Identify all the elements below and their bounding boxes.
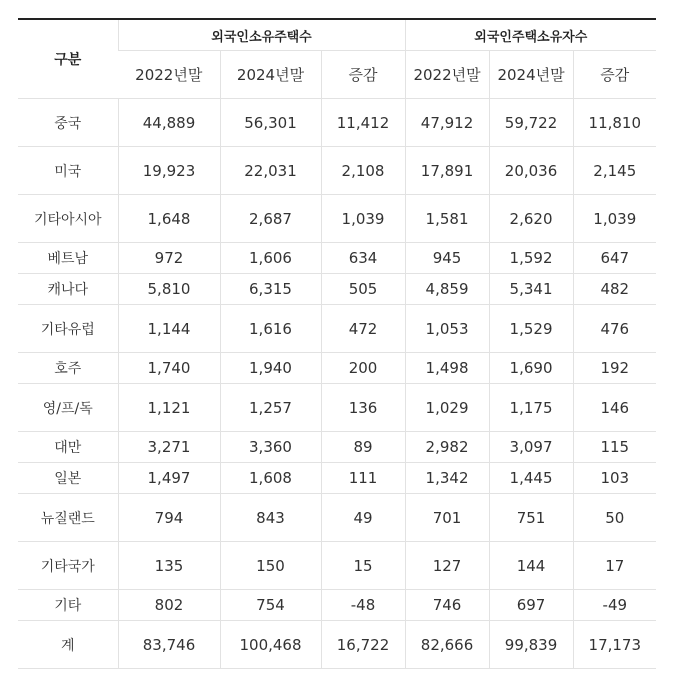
cell-houses-2022: 794 <box>118 494 220 542</box>
cell-houses-2022: 802 <box>118 590 220 621</box>
cell-owners-2024: 1,175 <box>489 384 573 432</box>
row-label: 미국 <box>18 147 118 195</box>
cell-houses-2022: 19,923 <box>118 147 220 195</box>
table-header <box>18 19 656 99</box>
row-label: 베트남 <box>18 243 118 274</box>
cell-owners-change: 115 <box>573 432 656 463</box>
table-row <box>18 542 656 590</box>
cell-houses-change: 200 <box>321 353 405 384</box>
table-row <box>18 147 656 195</box>
group-header-owners: 외국인주택소유자수 <box>405 19 656 51</box>
cell-owners-2022: 1,342 <box>405 463 489 494</box>
cell-houses-2024: 1,257 <box>220 384 321 432</box>
cell-owners-2022: 4,859 <box>405 274 489 305</box>
row-label: 호주 <box>18 353 118 384</box>
cell-houses-2022: 3,271 <box>118 432 220 463</box>
cell-owners-2022: 1,029 <box>405 384 489 432</box>
cell-owners-2022: 1,498 <box>405 353 489 384</box>
cell-houses-change: 472 <box>321 305 405 353</box>
row-label: 캐나다 <box>18 274 118 305</box>
cell-houses-2022: 1,648 <box>118 195 220 243</box>
foreign-housing-table <box>18 18 656 669</box>
cell-owners-2024: 20,036 <box>489 147 573 195</box>
cell-houses-2022: 5,810 <box>118 274 220 305</box>
table-row <box>18 494 656 542</box>
cell-houses-change: 15 <box>321 542 405 590</box>
cell-owners-2024: 751 <box>489 494 573 542</box>
subheader-houses-2024: 2024년말 <box>220 51 321 99</box>
table-row <box>18 590 656 621</box>
table-row <box>18 243 656 274</box>
cell-owners-change: 476 <box>573 305 656 353</box>
cell-owners-2024: 1,445 <box>489 463 573 494</box>
cell-owners-2024: 2,620 <box>489 195 573 243</box>
cell-owners-change: 647 <box>573 243 656 274</box>
cell-houses-2024: 6,315 <box>220 274 321 305</box>
cell-houses-change: 1,039 <box>321 195 405 243</box>
cell-owners-2022: 17,891 <box>405 147 489 195</box>
group-header-houses: 외국인소유주택수 <box>118 19 405 51</box>
cell-owners-2022: 2,982 <box>405 432 489 463</box>
cell-houses-2024: 100,468 <box>220 621 321 669</box>
cell-houses-2024: 1,608 <box>220 463 321 494</box>
cell-houses-2022: 972 <box>118 243 220 274</box>
cell-houses-change: 2,108 <box>321 147 405 195</box>
table-row <box>18 353 656 384</box>
cell-owners-2022: 746 <box>405 590 489 621</box>
cell-owners-2024: 697 <box>489 590 573 621</box>
row-label: 일본 <box>18 463 118 494</box>
row-label: 뉴질랜드 <box>18 494 118 542</box>
table-row <box>18 99 656 147</box>
cell-owners-change: 17,173 <box>573 621 656 669</box>
cell-houses-2022: 135 <box>118 542 220 590</box>
cell-owners-change: 2,145 <box>573 147 656 195</box>
table-row <box>18 432 656 463</box>
cell-houses-2024: 56,301 <box>220 99 321 147</box>
table-row <box>18 621 656 669</box>
row-label: 기타 <box>18 590 118 621</box>
cell-houses-2022: 1,740 <box>118 353 220 384</box>
cell-houses-2024: 1,606 <box>220 243 321 274</box>
row-label: 계 <box>18 621 118 669</box>
row-label: 중국 <box>18 99 118 147</box>
row-label: 영/프/독 <box>18 384 118 432</box>
cell-houses-2024: 1,616 <box>220 305 321 353</box>
subheader-houses-2022: 2022년말 <box>118 51 220 99</box>
table-row <box>18 305 656 353</box>
cell-houses-change: 89 <box>321 432 405 463</box>
cell-owners-2024: 144 <box>489 542 573 590</box>
cell-houses-2024: 150 <box>220 542 321 590</box>
cell-owners-2024: 1,529 <box>489 305 573 353</box>
header-row-groups <box>18 19 656 51</box>
cell-houses-2024: 754 <box>220 590 321 621</box>
cell-owners-2022: 1,581 <box>405 195 489 243</box>
table-row <box>18 463 656 494</box>
cell-owners-2022: 82,666 <box>405 621 489 669</box>
cell-houses-change: 111 <box>321 463 405 494</box>
cell-owners-change: 146 <box>573 384 656 432</box>
cell-owners-2024: 5,341 <box>489 274 573 305</box>
cell-owners-2022: 945 <box>405 243 489 274</box>
row-label: 대만 <box>18 432 118 463</box>
cell-owners-2024: 3,097 <box>489 432 573 463</box>
cell-houses-2022: 1,121 <box>118 384 220 432</box>
row-label: 기타유럽 <box>18 305 118 353</box>
subheader-owners-2024: 2024년말 <box>489 51 573 99</box>
table-row <box>18 274 656 305</box>
cell-owners-change: 50 <box>573 494 656 542</box>
cell-owners-2022: 701 <box>405 494 489 542</box>
cell-houses-change: 49 <box>321 494 405 542</box>
cell-owners-change: 11,810 <box>573 99 656 147</box>
row-header-cell: 구분 <box>18 19 118 99</box>
cell-owners-2024: 1,592 <box>489 243 573 274</box>
cell-houses-2022: 44,889 <box>118 99 220 147</box>
cell-owners-change: 482 <box>573 274 656 305</box>
cell-houses-2022: 83,746 <box>118 621 220 669</box>
cell-owners-2024: 99,839 <box>489 621 573 669</box>
cell-houses-2024: 843 <box>220 494 321 542</box>
cell-houses-change: -48 <box>321 590 405 621</box>
cell-owners-2022: 47,912 <box>405 99 489 147</box>
table-row <box>18 195 656 243</box>
cell-owners-change: 103 <box>573 463 656 494</box>
cell-owners-change: 1,039 <box>573 195 656 243</box>
cell-houses-2022: 1,497 <box>118 463 220 494</box>
foreign-housing-table-container <box>18 18 656 669</box>
cell-houses-2024: 3,360 <box>220 432 321 463</box>
row-label: 기타국가 <box>18 542 118 590</box>
cell-houses-change: 11,412 <box>321 99 405 147</box>
cell-houses-2024: 22,031 <box>220 147 321 195</box>
cell-owners-change: 192 <box>573 353 656 384</box>
cell-owners-2022: 127 <box>405 542 489 590</box>
cell-owners-2024: 1,690 <box>489 353 573 384</box>
cell-owners-change: 17 <box>573 542 656 590</box>
subheader-houses-change: 증감 <box>321 51 405 99</box>
table-body <box>18 99 656 669</box>
cell-houses-2022: 1,144 <box>118 305 220 353</box>
cell-houses-change: 505 <box>321 274 405 305</box>
cell-owners-2022: 1,053 <box>405 305 489 353</box>
cell-houses-2024: 2,687 <box>220 195 321 243</box>
cell-houses-change: 136 <box>321 384 405 432</box>
subheader-owners-2022: 2022년말 <box>405 51 489 99</box>
cell-houses-2024: 1,940 <box>220 353 321 384</box>
cell-houses-change: 16,722 <box>321 621 405 669</box>
table-row <box>18 384 656 432</box>
cell-owners-2024: 59,722 <box>489 99 573 147</box>
subheader-owners-change: 증감 <box>573 51 656 99</box>
cell-owners-change: -49 <box>573 590 656 621</box>
row-label: 기타아시아 <box>18 195 118 243</box>
cell-houses-change: 634 <box>321 243 405 274</box>
